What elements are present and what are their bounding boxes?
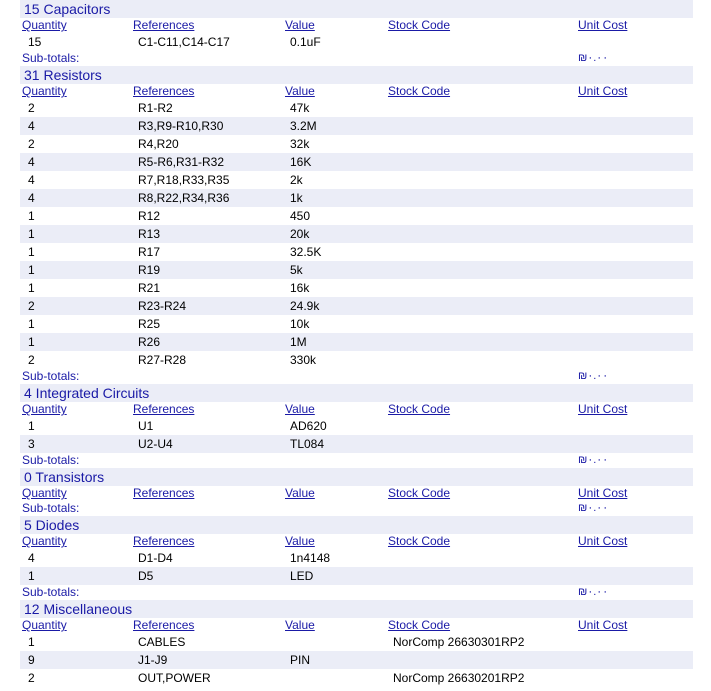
quantity-column-header[interactable]: Quantity xyxy=(22,486,67,500)
bom-section xyxy=(20,516,693,600)
references-column-header[interactable]: References xyxy=(133,402,195,416)
subtotal-row xyxy=(20,369,693,384)
subtotal-row xyxy=(20,501,693,516)
table-row xyxy=(20,225,693,243)
quantity-cell: 2 xyxy=(28,353,35,367)
stock-code-column-header[interactable]: Stock Code xyxy=(388,84,451,98)
references-cell: D1-D4 xyxy=(138,551,173,565)
table-row xyxy=(20,417,693,435)
section-title: 31 Resistors xyxy=(20,66,693,84)
quantity-cell: 1 xyxy=(28,245,35,259)
references-cell: R21 xyxy=(138,281,161,295)
value-column-header[interactable]: Value xyxy=(285,18,315,32)
subtotal-label: Sub-totals: xyxy=(22,369,80,383)
value-cell: 16k xyxy=(290,281,310,295)
quantity-column-header[interactable]: Quantity xyxy=(22,402,67,416)
quantity-cell: 1 xyxy=(28,317,35,331)
value-cell: 32k xyxy=(290,137,310,151)
value-cell: TL084 xyxy=(290,437,325,451)
quantity-column-header[interactable]: Quantity xyxy=(22,84,67,98)
quantity-cell: 2 xyxy=(28,299,35,313)
subtotal-label: Sub-totals: xyxy=(22,453,80,467)
references-column-header[interactable]: References xyxy=(133,486,195,500)
quantity-cell: 2 xyxy=(28,671,35,685)
column-header-row xyxy=(20,18,693,33)
value-cell: 330k xyxy=(290,353,317,367)
table-row xyxy=(20,243,693,261)
quantity-cell: 1 xyxy=(28,209,35,223)
value-cell: 47k xyxy=(290,101,310,115)
quantity-cell: 2 xyxy=(28,101,35,115)
table-row xyxy=(20,99,693,117)
column-header-row xyxy=(20,534,693,549)
value-cell: 0.1uF xyxy=(290,35,321,49)
references-cell: R4,R20 xyxy=(138,137,179,151)
value-cell: 5k xyxy=(290,263,303,277)
unit-cost-column-header[interactable]: Unit Cost xyxy=(578,84,628,98)
table-row xyxy=(20,351,693,369)
subtotal-amount: ₪٠.٠٠ xyxy=(578,52,609,64)
quantity-cell: 4 xyxy=(28,191,35,205)
references-column-header[interactable]: References xyxy=(133,618,195,632)
table-row xyxy=(20,669,693,687)
stock-code-column-header[interactable]: Stock Code xyxy=(388,18,451,32)
stock-code-cell: NorComp 26630201RP2 xyxy=(393,671,525,685)
subtotal-label: Sub-totals: xyxy=(22,501,80,515)
table-row xyxy=(20,567,693,585)
value-column-header[interactable]: Value xyxy=(285,84,315,98)
references-cell: C1-C11,C14-C17 xyxy=(138,35,230,49)
value-cell: 10k xyxy=(290,317,310,331)
stock-code-column-header[interactable]: Stock Code xyxy=(388,534,451,548)
value-cell: 20k xyxy=(290,227,310,241)
table-row xyxy=(20,333,693,351)
value-cell: 1n4148 xyxy=(290,551,331,565)
quantity-cell: 1 xyxy=(28,635,35,649)
references-cell: R8,R22,R34,R36 xyxy=(138,191,230,205)
quantity-cell: 1 xyxy=(28,419,35,433)
subtotal-amount: ₪٠.٠٠ xyxy=(578,370,609,382)
value-cell: 3.2M xyxy=(290,119,317,133)
section-title: 12 Miscellaneous xyxy=(20,600,693,618)
references-cell: OUT,POWER xyxy=(138,671,211,685)
table-row xyxy=(20,33,693,51)
table-row xyxy=(20,549,693,567)
column-header-row xyxy=(20,402,693,417)
references-cell: R12 xyxy=(138,209,161,223)
references-cell: CABLES xyxy=(138,635,186,649)
unit-cost-column-header[interactable]: Unit Cost xyxy=(578,486,628,500)
references-cell: R25 xyxy=(138,317,161,331)
quantity-cell: 1 xyxy=(28,569,35,583)
quantity-cell: 1 xyxy=(28,281,35,295)
references-cell: R19 xyxy=(138,263,161,277)
table-row xyxy=(20,651,693,669)
stock-code-cell: NorComp 26630301RP2 xyxy=(393,635,525,649)
table-row xyxy=(20,261,693,279)
value-cell: 450 xyxy=(290,209,311,223)
quantity-cell: 1 xyxy=(28,335,35,349)
references-cell: R23-R24 xyxy=(138,299,187,313)
table-row xyxy=(20,207,693,225)
references-column-header[interactable]: References xyxy=(133,534,195,548)
references-cell: R1-R2 xyxy=(138,101,173,115)
value-cell: LED xyxy=(290,569,314,583)
value-cell: 24.9k xyxy=(290,299,320,313)
table-row xyxy=(20,297,693,315)
subtotal-amount: ₪٠.٠٠ xyxy=(578,586,609,598)
references-cell: U1 xyxy=(138,419,154,433)
table-row xyxy=(20,435,693,453)
table-row xyxy=(20,135,693,153)
bom-section xyxy=(20,600,693,687)
quantity-cell: 1 xyxy=(28,227,35,241)
stock-code-column-header[interactable]: Stock Code xyxy=(388,486,451,500)
bill-of-materials xyxy=(20,0,693,687)
quantity-cell: 1 xyxy=(28,263,35,277)
quantity-cell: 9 xyxy=(28,653,35,667)
quantity-cell: 3 xyxy=(28,437,35,451)
quantity-column-header[interactable]: Quantity xyxy=(22,534,67,548)
bom-section xyxy=(20,0,693,66)
table-row xyxy=(20,171,693,189)
quantity-cell: 2 xyxy=(28,137,35,151)
references-cell: R27-R28 xyxy=(138,353,187,367)
references-cell: R17 xyxy=(138,245,161,259)
value-cell: 1M xyxy=(290,335,307,349)
references-cell: R26 xyxy=(138,335,161,349)
quantity-cell: 4 xyxy=(28,155,35,169)
references-cell: R13 xyxy=(138,227,161,241)
unit-cost-column-header[interactable]: Unit Cost xyxy=(578,402,628,416)
quantity-column-header[interactable]: Quantity xyxy=(22,18,67,32)
subtotal-row xyxy=(20,51,693,66)
value-cell: PIN xyxy=(290,653,311,667)
quantity-cell: 4 xyxy=(28,551,35,565)
section-title: 4 Integrated Circuits xyxy=(20,384,693,402)
unit-cost-column-header[interactable]: Unit Cost xyxy=(578,618,628,632)
bom-section xyxy=(20,384,693,468)
table-row xyxy=(20,315,693,333)
references-column-header[interactable]: References xyxy=(133,18,195,32)
table-row xyxy=(20,117,693,135)
section-title: 5 Diodes xyxy=(20,516,693,534)
stock-code-column-header[interactable]: Stock Code xyxy=(388,618,451,632)
value-cell: AD620 xyxy=(290,419,327,433)
references-cell: D5 xyxy=(138,569,154,583)
value-column-header[interactable]: Value xyxy=(285,534,315,548)
references-column-header[interactable]: References xyxy=(133,84,195,98)
quantity-column-header[interactable]: Quantity xyxy=(22,618,67,632)
value-column-header[interactable]: Value xyxy=(285,486,315,500)
references-cell: R3,R9-R10,R30 xyxy=(138,119,224,133)
section-title: 15 Capacitors xyxy=(20,0,693,18)
subtotal-amount: ₪٠.٠٠ xyxy=(578,502,609,514)
bom-section xyxy=(20,468,693,516)
bom-section xyxy=(20,66,693,384)
value-cell: 32.5K xyxy=(290,245,322,259)
subtotal-label: Sub-totals: xyxy=(22,51,80,65)
column-header-row xyxy=(20,618,693,633)
value-column-header[interactable]: Value xyxy=(285,618,315,632)
references-cell: R7,R18,R33,R35 xyxy=(138,173,230,187)
value-column-header[interactable]: Value xyxy=(285,402,315,416)
references-cell: J1-J9 xyxy=(138,653,168,667)
unit-cost-column-header[interactable]: Unit Cost xyxy=(578,534,628,548)
subtotal-row xyxy=(20,585,693,600)
quantity-cell: 15 xyxy=(28,35,42,49)
value-cell: 1k xyxy=(290,191,303,205)
column-header-row xyxy=(20,84,693,99)
value-cell: 2k xyxy=(290,173,303,187)
quantity-cell: 4 xyxy=(28,119,35,133)
section-title: 0 Transistors xyxy=(20,468,693,486)
table-row xyxy=(20,153,693,171)
column-header-row xyxy=(20,486,693,501)
subtotal-amount: ₪٠.٠٠ xyxy=(578,454,609,466)
quantity-cell: 4 xyxy=(28,173,35,187)
stock-code-column-header[interactable]: Stock Code xyxy=(388,402,451,416)
subtotal-label: Sub-totals: xyxy=(22,585,80,599)
table-row xyxy=(20,189,693,207)
references-cell: R5-R6,R31-R32 xyxy=(138,155,225,169)
table-row xyxy=(20,633,693,651)
table-row xyxy=(20,279,693,297)
value-cell: 16K xyxy=(290,155,312,169)
unit-cost-column-header[interactable]: Unit Cost xyxy=(578,18,628,32)
subtotal-row xyxy=(20,453,693,468)
references-cell: U2-U4 xyxy=(138,437,173,451)
